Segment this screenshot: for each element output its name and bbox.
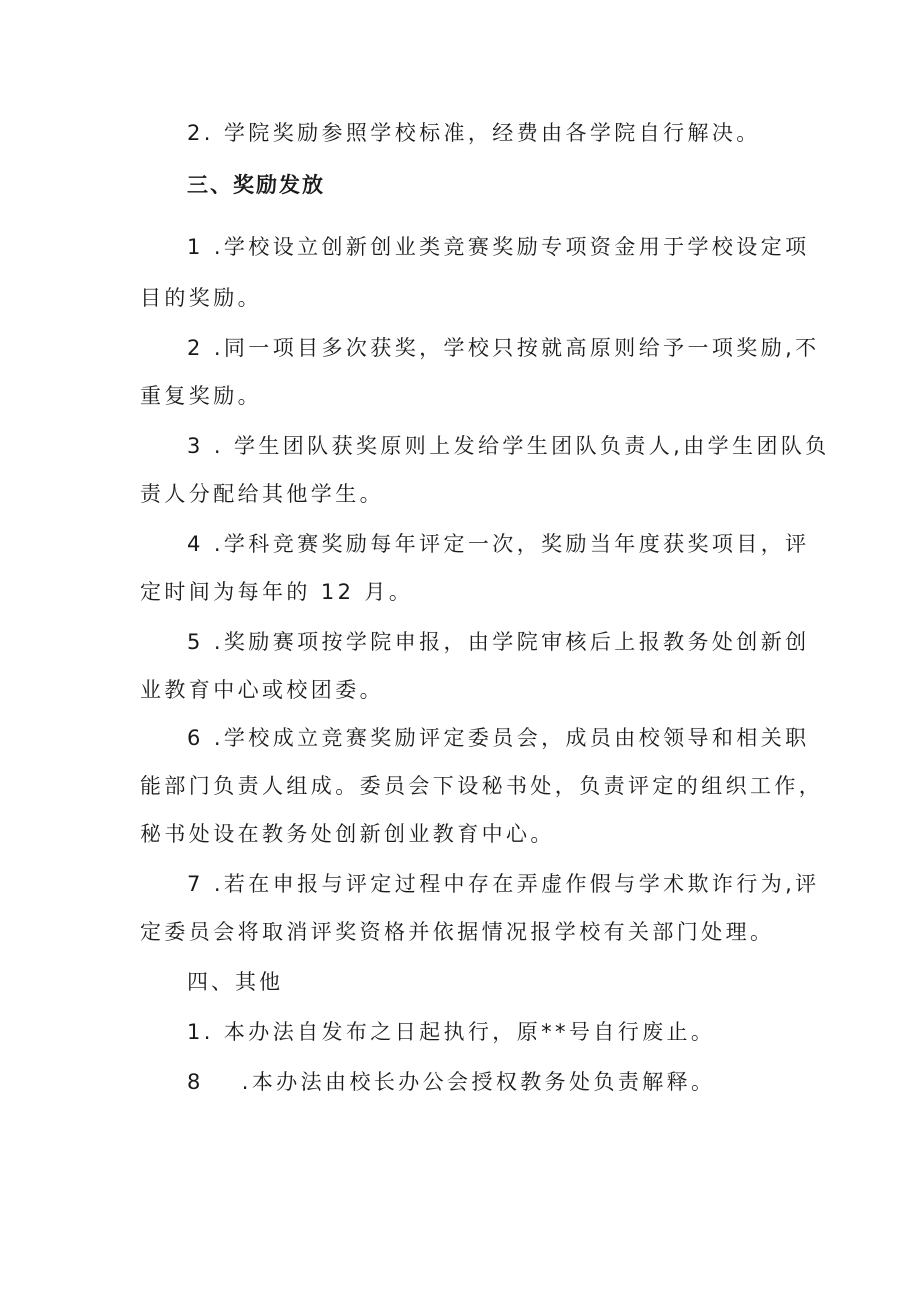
section-four-item-2-number: 8 bbox=[187, 1070, 204, 1094]
section-three-item-3-line-1: 3 . 学生团队获奖原则上发给学生团队负责人,由学生团队负 bbox=[187, 434, 830, 458]
section-three-item-1-line-2: 目的奖励。 bbox=[140, 286, 262, 310]
section-four-item-2 bbox=[187, 1067, 715, 1097]
section-four-item-2-text: .本办法由校长办公会授权教务处负责解释。 bbox=[241, 1070, 716, 1094]
section-three-item-2-line-2: 重复奖励。 bbox=[140, 384, 262, 408]
section-three-item-7-line-1: 7 .若在申报与评定过程中存在弄虚作假与学术欺诈行为,评 bbox=[187, 872, 820, 896]
section-three-item-7-line-2: 定委员会将取消评奖资格并依据情况报学校有关部门处理。 bbox=[140, 920, 775, 944]
section-three-item-6-line-2: 能部门负责人组成。委员会下设秘书处，负责评定的组织工作， bbox=[140, 774, 824, 798]
section-three-item-5-line-2: 业教育中心或校团委。 bbox=[140, 678, 384, 702]
college-award-paragraph: 2. 学院奖励参照学校标准，经费由各学院自行解决。 bbox=[187, 121, 761, 145]
section-three-item-6-line-3: 秘书处设在教务处创新创业教育中心。 bbox=[140, 822, 555, 846]
section-three-item-4-line-2: 定时间为每年的 12 月。 bbox=[140, 580, 414, 604]
section-three-heading: 三、奖励发放 bbox=[187, 173, 325, 197]
section-three-item-6-line-1: 6 .学校成立竞赛奖励评定委员会，成员由校领导和相关职 bbox=[187, 726, 810, 750]
section-three-item-4-line-1: 4 .学科竞赛奖励每年评定一次，奖励当年度获奖项目，评 bbox=[187, 532, 810, 556]
section-three-item-2-line-1: 2 .同一项目多次获奖，学校只按就高原则给予一项奖励,不 bbox=[187, 336, 820, 360]
section-four-heading: 四、其他 bbox=[187, 970, 283, 994]
section-three-item-5-line-1: 5 .奖励赛项按学院申报，由学院审核后上报教务处创新创 bbox=[187, 630, 810, 654]
section-three-item-1-line-1: 1 .学校设立创新创业类竞赛奖励专项资金用于学校设定项 bbox=[187, 235, 810, 259]
section-four-item-1: 1. 本办法自发布之日起执行，原**号自行废止。 bbox=[187, 1020, 716, 1044]
section-three-item-3-line-2: 责人分配给其他学生。 bbox=[140, 482, 384, 506]
